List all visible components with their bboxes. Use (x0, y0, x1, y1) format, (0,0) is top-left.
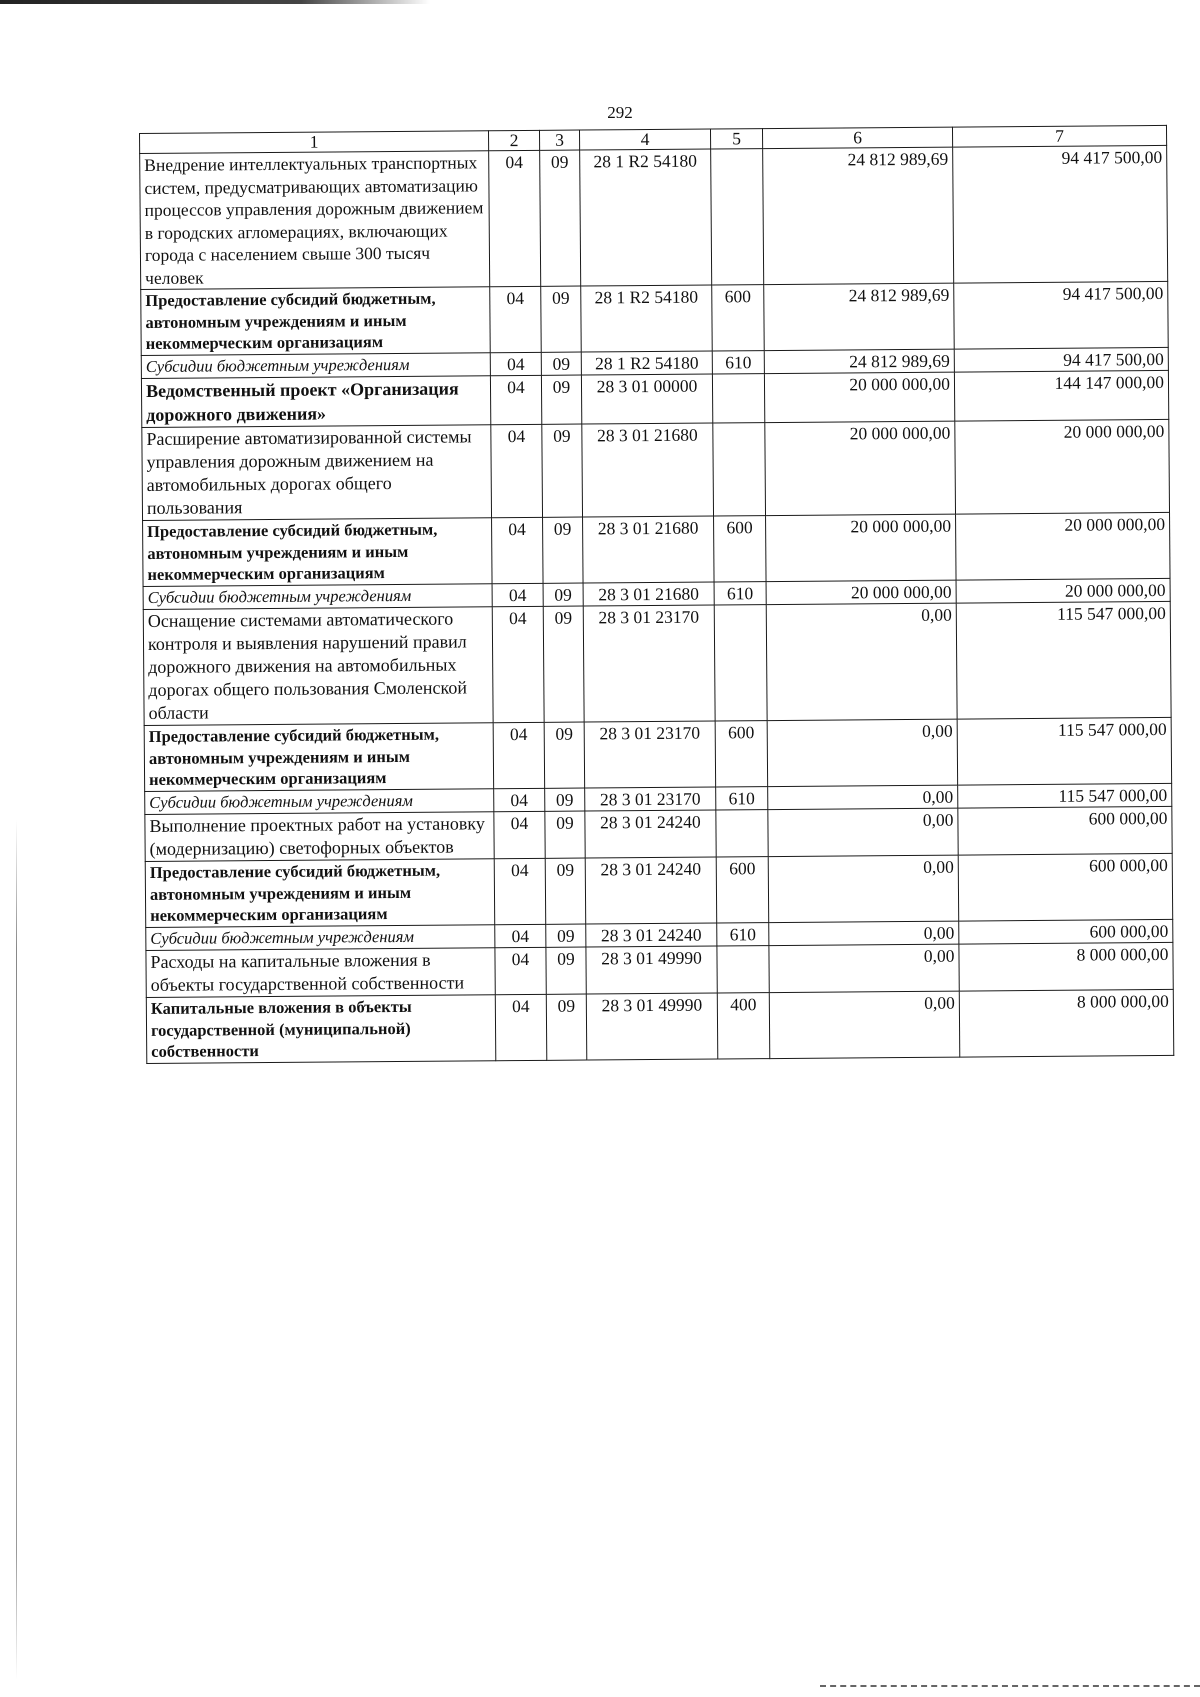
row-target-article: 28 3 01 21680 (582, 423, 714, 517)
row-amount-col6: 24 812 989,69 (764, 283, 955, 350)
row-target-article: 28 3 01 24240 (585, 810, 716, 858)
table-row (146, 942, 1173, 997)
page-number: 292 (607, 103, 633, 122)
row-amount-col6: 0,00 (767, 719, 958, 786)
row-target-article: 28 3 01 00000 (581, 374, 712, 424)
row-description: Ведомственный проект «Организация дорожного движения» (141, 376, 490, 428)
row-section: 04 (492, 583, 543, 607)
row-description: Субсидии бюджетным учреждениям (146, 924, 495, 950)
row-section: 04 (494, 811, 545, 858)
row-description: Оснащение системами автоматического контроля и выявления нарушений правил дорожного движения на автомобильных дорогах общего пользования Смоленской области (143, 607, 493, 726)
row-expense-type (713, 423, 766, 516)
row-amount-col7: 20 000 000,00 (956, 578, 1170, 603)
row-section: 04 (495, 924, 546, 948)
row-target-article: 28 1 R2 54180 (581, 351, 712, 376)
row-amount-col7: 20 000 000,00 (955, 419, 1170, 514)
table-row (140, 145, 1168, 289)
row-amount-col7: 20 000 000,00 (956, 512, 1171, 579)
row-amount-col7: 8 000 000,00 (959, 989, 1174, 1056)
row-expense-type: 610 (717, 922, 769, 946)
table-row (144, 717, 1171, 791)
row-target-article: 28 3 01 23170 (584, 721, 716, 788)
row-description: Внедрение интеллектуальных транспортных систем, предусматривающих автоматизацию процессов управления дорожным движением в городских агломерациях, включающих города с населением свыше 300 тысяч человек (140, 151, 490, 290)
row-expense-type: 610 (714, 581, 766, 605)
row-expense-type: 610 (712, 350, 764, 374)
row-subsection: 09 (545, 858, 586, 924)
row-section: 04 (492, 606, 544, 722)
row-subsection: 09 (540, 150, 581, 286)
row-target-article: 28 3 01 24240 (585, 857, 717, 924)
row-amount-col6: 20 000 000,00 (765, 421, 956, 515)
row-expense-type: 600 (714, 516, 767, 582)
row-subsection: 09 (546, 924, 586, 948)
row-expense-type (712, 374, 764, 423)
row-amount-col6: 20 000 000,00 (766, 514, 957, 581)
row-amount-col7: 94 417 500,00 (954, 281, 1169, 348)
row-section: 04 (495, 994, 547, 1060)
row-amount-col6: 0,00 (768, 808, 958, 856)
row-amount-col6: 20 000 000,00 (766, 580, 956, 605)
row-subsection: 09 (541, 286, 582, 352)
table-row (143, 601, 1171, 725)
row-description: Субсидии бюджетным учреждениям (145, 788, 494, 814)
row-section: 04 (489, 150, 541, 286)
header-col-4: 4 (579, 129, 710, 150)
budget-table (139, 125, 1174, 1064)
row-expense-type (716, 810, 768, 857)
row-description: Предоставление субсидий бюджетным, автономным учреждениям и иным некоммерческим организациям (144, 723, 494, 791)
row-description: Расширение автоматизированной системы управления дорожным движением на автомобильных дорогах общего пользования (142, 425, 492, 521)
row-description: Субсидии бюджетным учреждениям (141, 352, 490, 378)
row-section: 04 (490, 375, 541, 424)
row-amount-col7: 115 547 000,00 (958, 783, 1172, 808)
row-subsection: 09 (543, 517, 584, 583)
row-subsection: 09 (544, 722, 585, 788)
table-row (145, 806, 1172, 861)
row-section: 04 (494, 858, 546, 924)
row-section: 04 (491, 424, 543, 517)
row-target-article: 28 3 01 24240 (586, 922, 717, 947)
row-target-article: 28 1 R2 54180 (581, 285, 713, 352)
row-amount-col6: 0,00 (768, 855, 959, 922)
row-description: Предоставление субсидий бюджетным, автономным учреждениям и иным некоммерческим организациям (141, 287, 491, 355)
row-expense-type (711, 149, 764, 285)
row-section: 04 (490, 352, 541, 376)
row-amount-col7: 115 547 000,00 (957, 717, 1172, 784)
row-section: 04 (493, 722, 545, 788)
row-description: Предоставление субсидий бюджетным, автономным учреждениям и иным некоммерческим организациям (143, 518, 493, 586)
row-amount-col7: 94 417 500,00 (954, 347, 1168, 372)
table-row (143, 512, 1170, 586)
row-subsection: 09 (543, 606, 584, 722)
row-target-article: 28 3 01 23170 (585, 786, 716, 811)
row-amount-col6: 0,00 (769, 944, 959, 992)
budget-sheet (139, 125, 1173, 1064)
row-target-article: 28 3 01 21680 (583, 516, 715, 583)
row-target-article: 28 3 01 21680 (583, 581, 714, 606)
table-body (140, 145, 1174, 1063)
row-amount-col6: 0,00 (768, 785, 958, 810)
row-amount-col6: 0,00 (769, 991, 960, 1058)
row-target-article: 28 3 01 49990 (586, 993, 718, 1060)
table-row (145, 853, 1172, 927)
row-amount-col6: 24 812 989,69 (764, 349, 954, 374)
scan-edge-top (0, 0, 430, 4)
row-section: 04 (495, 947, 546, 994)
header-col-2: 2 (488, 130, 539, 150)
header-col-7: 7 (952, 125, 1166, 147)
row-expense-type: 600 (712, 285, 765, 351)
row-amount-col7: 94 417 500,00 (953, 145, 1168, 283)
row-subsection: 09 (546, 947, 586, 994)
row-description: Выполнение проектных работ на установку (модернизацию) светофорных объектов (145, 812, 494, 862)
row-subsection: 09 (542, 424, 583, 517)
row-description: Предоставление субсидий бюджетным, автономным учреждениям и иным некоммерческим организациям (145, 859, 495, 927)
table-row (146, 989, 1173, 1063)
row-expense-type (717, 946, 769, 993)
row-section: 04 (494, 788, 545, 812)
scan-edge-bottom (820, 1685, 1200, 1687)
row-amount-col6: 20 000 000,00 (764, 372, 954, 422)
row-expense-type (714, 605, 767, 721)
row-subsection: 09 (546, 994, 587, 1060)
row-expense-type: 610 (716, 786, 768, 810)
header-col-6: 6 (762, 127, 952, 148)
table-row (141, 281, 1168, 355)
row-expense-type: 600 (716, 857, 769, 923)
table-row (142, 419, 1170, 520)
header-col-1: 1 (140, 131, 489, 154)
row-target-article: 28 3 01 23170 (583, 605, 715, 722)
row-expense-type: 400 (717, 993, 770, 1059)
scan-edge-left (16, 820, 17, 1680)
row-amount-col7: 8 000 000,00 (959, 942, 1173, 991)
row-subsection: 09 (543, 583, 583, 607)
row-subsection: 09 (541, 375, 581, 424)
row-description: Капитальные вложения в объекты государственной (муниципальной) собственности (146, 995, 496, 1063)
row-amount-col7: 600 000,00 (959, 919, 1173, 944)
row-amount-col6: 0,00 (766, 603, 957, 720)
table-row (141, 370, 1168, 427)
row-amount-col7: 115 547 000,00 (956, 601, 1171, 719)
header-col-3: 3 (539, 130, 579, 150)
row-amount-col7: 144 147 000,00 (954, 370, 1168, 421)
row-subsection: 09 (541, 352, 581, 376)
row-description: Субсидии бюджетным учреждениям (143, 583, 492, 609)
row-description: Расходы на капитальные вложения в объекты государственной собственности (146, 948, 495, 998)
row-section: 04 (490, 286, 542, 352)
header-col-5: 5 (710, 129, 762, 149)
row-amount-col6: 24 812 989,69 (763, 147, 954, 284)
row-amount-col6: 0,00 (769, 921, 959, 946)
row-amount-col7: 600 000,00 (958, 853, 1173, 920)
row-expense-type: 600 (715, 721, 768, 787)
row-target-article: 28 3 01 49990 (586, 946, 717, 994)
row-section: 04 (492, 517, 544, 583)
row-subsection: 09 (545, 788, 585, 812)
row-amount-col7: 600 000,00 (958, 806, 1172, 855)
row-target-article: 28 1 R2 54180 (580, 149, 712, 286)
row-subsection: 09 (545, 811, 585, 858)
